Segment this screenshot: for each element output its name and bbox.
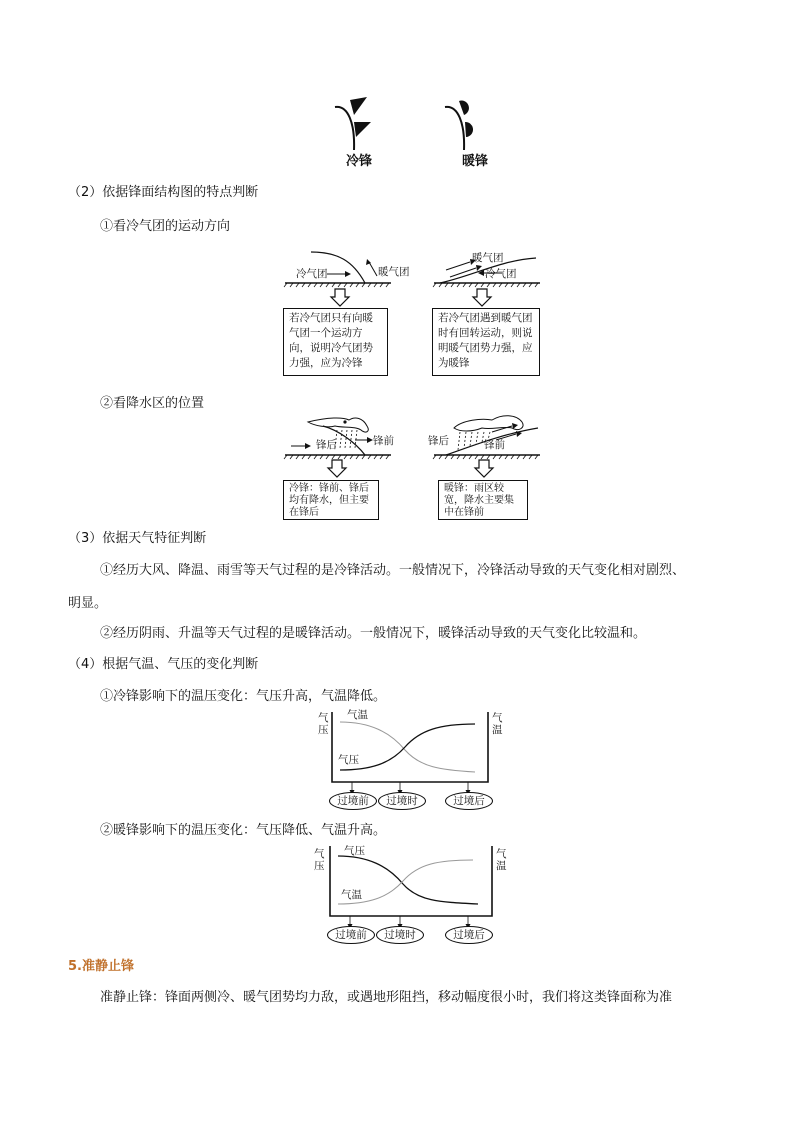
fig2-left-down-arrow-icon <box>327 460 347 478</box>
chart2-series-top-label: 气压 <box>344 845 365 857</box>
chart1-stage-before: 过境前 <box>329 792 377 810</box>
fig2-right-back-label: 锋后 <box>428 435 449 447</box>
section3-p1-line1: ①经历大风、降温、雨雪等天气过程的是冷锋活动。一般情况下，冷锋活动导致的天气变化相对剧烈、 <box>100 563 686 578</box>
fig1-left-text: 若冷气团只有向暖气团一个运动方向，说明冷气团势力强，应为冷锋 <box>289 312 373 369</box>
fig2-right-front-label: 锋前 <box>484 439 505 451</box>
section3-heading: （3）依据天气特征判断 <box>68 531 207 546</box>
section3-p1-line2: 明显。 <box>68 596 108 611</box>
chart1-series-top-label: 气温 <box>347 709 368 721</box>
section4-heading: （4）根据气温、气压的变化判断 <box>68 657 259 672</box>
chart1-stage-during: 过境时 <box>378 792 426 810</box>
chart1-series-temp <box>340 722 475 772</box>
section5-p1: 准静止锋：锋面两侧冷、暖气团势均力敌，或遇地形阻挡，移动幅度很小时，我们将这类锋面称为准 <box>100 990 673 1005</box>
section2-heading: （2）依据锋面结构图的特点判断 <box>68 185 259 200</box>
chart2-stage-during: 过境时 <box>376 926 424 944</box>
cold-front-label: 冷锋 <box>346 154 373 169</box>
fig1-right-down-arrow-icon <box>472 289 492 307</box>
fig2-left-back-label: 锋后 <box>316 439 337 451</box>
fig1-right-textbox <box>432 308 540 376</box>
fig1-left-textbox <box>283 308 388 376</box>
fig1-right-text: 若冷气团遇到暖气团时有回转运动，则说明暖气团势力强，应为暖锋 <box>438 312 533 369</box>
cold-front-symbol-icon <box>330 95 390 155</box>
fig2-left-textbox <box>283 480 379 520</box>
section4-sub2: ②暖锋影响下的温压变化：气压降低、气温升高。 <box>100 823 387 838</box>
fig1-left-warm-label: 暖气团 <box>378 266 410 278</box>
warm-front-symbol-icon <box>440 95 500 155</box>
chart1-y-right-label: 气温 <box>492 712 503 736</box>
section4-sub1: ①冷锋影响下的温压变化：气压升高，气温降低。 <box>100 689 387 704</box>
fig2-left-text: 冷锋：锋前、锋后均有降水，但主要在锋后 <box>289 483 369 518</box>
chart1-series-pressure <box>340 724 475 770</box>
fig2-right-textbox <box>438 480 528 520</box>
chart2-y-left-label: 气压 <box>314 848 325 872</box>
section2-sub2: ②看降水区的位置 <box>100 396 205 411</box>
chart1-y-left-label: 气压 <box>318 712 329 736</box>
chart2-y-right-label: 气温 <box>496 848 507 872</box>
fig1-right-cold-label: 冷气团 <box>485 268 517 280</box>
chart2-series-bottom-label: 气温 <box>341 889 362 901</box>
section2-sub1: ①看冷气团的运动方向 <box>100 219 231 234</box>
chart1-series-bottom-label: 气压 <box>338 754 359 766</box>
section3-p2: ②经历阴雨、升温等天气过程的是暖锋活动。一般情况下，暖锋活动导致的天气变化比较温和。 <box>100 626 647 641</box>
fig1-left-cold-label: 冷气团 <box>296 268 328 280</box>
chart2-stage-after: 过境后 <box>445 926 493 944</box>
fig1-left-down-arrow-icon <box>330 289 350 307</box>
fig2-right-down-arrow-icon <box>474 460 494 478</box>
chart1-stage-after: 过境后 <box>445 792 493 810</box>
fig2-left-front-label: 锋前 <box>373 435 394 447</box>
chart2-stage-before: 过境前 <box>327 926 375 944</box>
warm-front-label: 暖锋 <box>462 154 489 169</box>
fig1-right-warm-label: 暖气团 <box>472 252 504 264</box>
section5-title: 5.准静止锋 <box>68 959 134 974</box>
fig2-right-text: 暖锋：雨区较宽，降水主要集中在锋前 <box>444 483 514 518</box>
